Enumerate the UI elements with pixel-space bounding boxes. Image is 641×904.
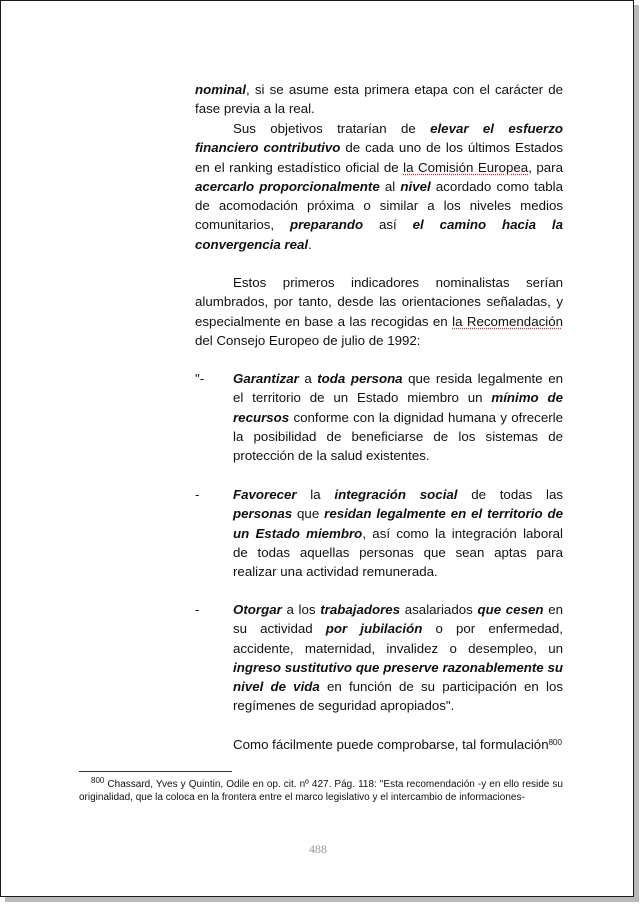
emphasis-text: acercarlo proporcionalmente	[195, 178, 380, 194]
marked-text: la Comisión Europea	[403, 159, 529, 175]
text-run: Como fácilmente puede comprobarse, tal formulación	[233, 737, 549, 752]
list-item-text	[233, 485, 563, 581]
emphasis-text: preparando	[289, 217, 364, 233]
emphasis-text: el camino hacia la convergencia real	[195, 217, 563, 252]
paragraph-indicators	[195, 273, 563, 350]
text-run: Estos primeros indicadores nominalistas serían alumbrados, por tanto, desde las orientaciones señaladas, y especialmente en base a las recogidas en	[195, 275, 563, 329]
text-run: , si se asume esta primera etapa con el carácter de fase previa a la real.	[195, 82, 563, 117]
footnote-separator	[79, 771, 232, 772]
footnote-ref: 800	[91, 776, 105, 785]
text-run: a	[298, 371, 318, 386]
list-item-grant	[195, 600, 563, 716]
text-run: de todas las	[457, 487, 563, 502]
text-run: , para	[528, 159, 563, 175]
emphasis-text: Garantizar	[233, 371, 299, 386]
text-run: que	[292, 506, 325, 522]
text-run: en función de su participación en los regímenes de seguridad apropiados".	[233, 679, 563, 714]
footnote-ref: 800	[548, 738, 562, 747]
emphasis-text: que cesen	[477, 602, 544, 617]
emphasis-text: ingreso sustitutivo que preserve razonablemente su nivel de vida	[233, 659, 563, 695]
text-run: al	[379, 178, 401, 194]
text-run: , así como la integración laboral de todas aquellas personas que sean aptas para realizar una actividad remunerada.	[233, 525, 564, 580]
text-run: Chassard, Yves y Quintin, Odile en op. cit. nº 427. Pág. 118: "Esta recomendación -y en ello reside su originalidad, que la coloca en la frontera entre el marco legislativo y el intercambio de informaciones-	[79, 779, 563, 803]
emphasis-text: nominal	[195, 82, 246, 97]
text-run: asalariados	[400, 602, 478, 617]
page-number: 488	[309, 842, 327, 856]
emphasis-text: por jubilación	[325, 621, 423, 637]
text-run: del Consejo Europeo de julio de 1992:	[195, 332, 421, 348]
paragraph-formulation	[195, 735, 563, 754]
text-run: .	[308, 236, 312, 252]
text-run: que resida legalmente en el territorio de un Estado miembro un	[233, 371, 563, 406]
text-run: acordado como tabla de acomodación próxima o similar a los niveles medios comunitarios,	[195, 178, 563, 233]
marked-text: la Recomendación	[452, 313, 563, 329]
paragraph-continuation	[195, 80, 563, 119]
list-marker: -	[195, 487, 200, 502]
emphasis-text: integración social	[334, 487, 458, 502]
emphasis-text: nivel	[400, 178, 431, 194]
list-marker: "-	[195, 371, 205, 386]
paragraph-objectives	[195, 119, 563, 254]
text-run: o por enfermedad, accidente, maternidad, invalidez o desempleo, un	[233, 621, 564, 656]
text-run: Sus objetivos tratarían de	[233, 121, 431, 136]
emphasis-text: personas	[233, 506, 293, 522]
emphasis-text: mínimo de recursos	[233, 390, 563, 425]
emphasis-text: residan legalmente en el territorio de un Estado miembro	[233, 506, 563, 541]
emphasis-text: trabajadores	[320, 602, 401, 617]
emphasis-text: Favorecer	[233, 487, 297, 502]
list-marker: -	[195, 602, 200, 617]
emphasis-text: toda persona	[317, 371, 403, 386]
text-run: conforme con la dignidad humana y ofrecerle la posibilidad de beneficiarse de los sistemas de protección de la salud existentes.	[233, 409, 563, 464]
list-item-guarantee	[195, 369, 563, 465]
list-item-text	[233, 369, 563, 465]
text-run: en su actividad	[233, 602, 563, 637]
text-run: así	[363, 217, 413, 233]
list-item-favor	[195, 485, 563, 581]
text-run: la	[296, 487, 335, 502]
text-run: a los	[281, 602, 321, 617]
text-run: de cada uno de los últimos Estados en el ranking estadístico oficial de	[195, 140, 564, 175]
emphasis-text: Otorgar	[233, 602, 282, 617]
list-item-text	[233, 600, 563, 716]
footnote	[79, 778, 563, 804]
emphasis-text: elevar el esfuerzo financiero contributivo	[195, 121, 564, 156]
